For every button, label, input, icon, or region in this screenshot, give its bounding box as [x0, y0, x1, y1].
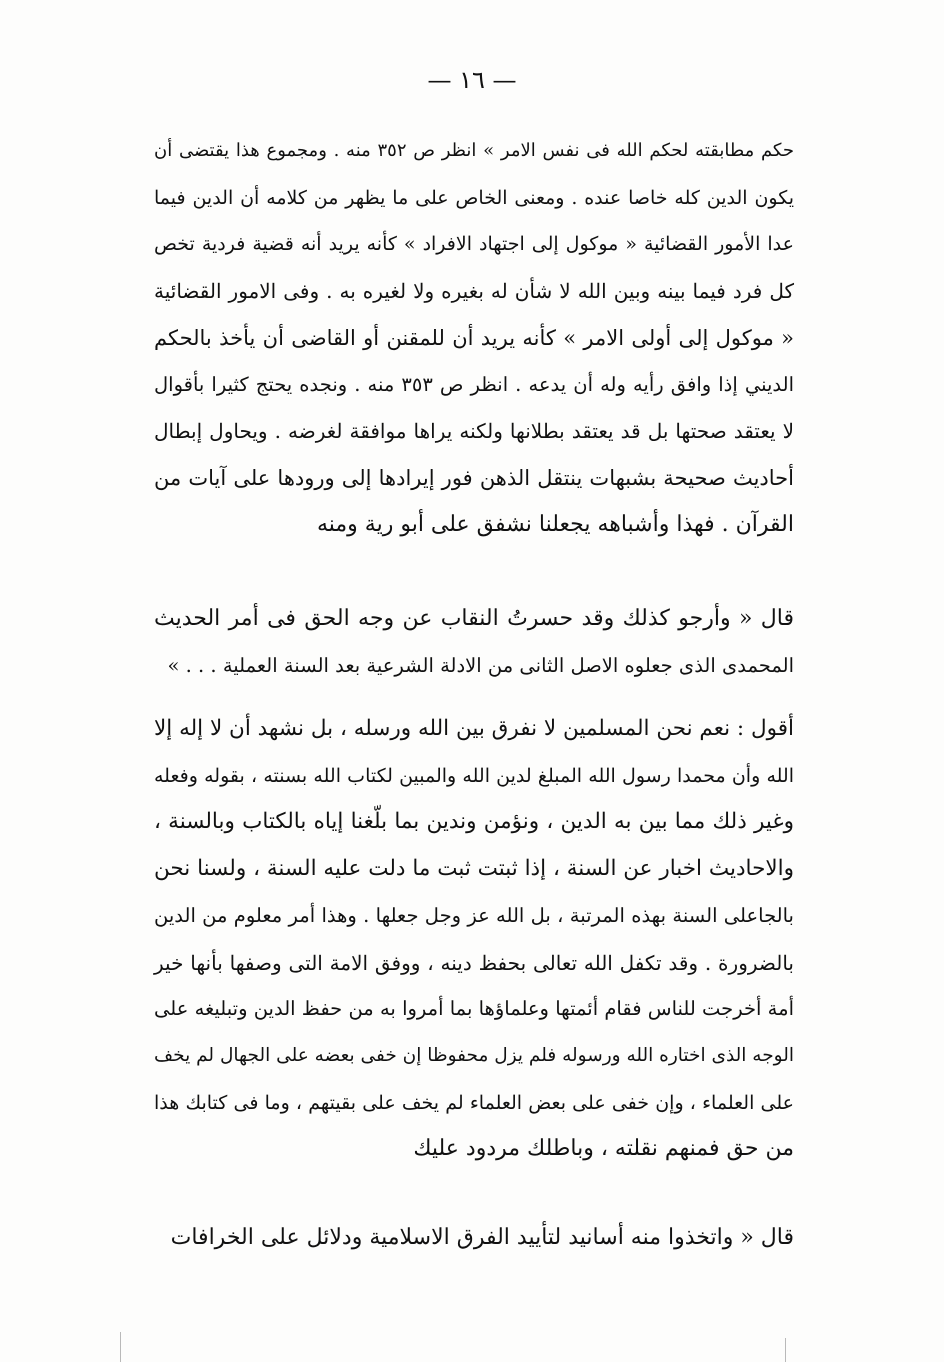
text-line: على العلماء ، وإن خفى على بعض العلماء لم يخف على بقيتهم ، وما فى كتابك هذا: [154, 1091, 794, 1114]
text-line: حكم مطابقته لحكم الله فى نفس الامر » انظر ص ٣٥٢ منه . ومجموع هذا يقتضى أن: [154, 140, 794, 161]
text-line: المحمدى الذى جعلوه الاصل الثانى من الادلة الشرعية بعد السنة العملية . . . »: [167, 653, 794, 677]
page-number: — ١٦ —: [427, 66, 517, 94]
text-line: لا يعتقد صحتها بل قد يعتقد بطلانها ولكنه يراها موافقة لغرضه . ويحاول إبطال: [154, 419, 794, 444]
text-line: من حق فمنهم نقلته ، وباطلك مردود عليك: [413, 1136, 794, 1162]
text-line: قال « واتخذوا منه أسانيد لتأييد الفرق الاسلامية ودلائل على الخرافات: [170, 1225, 794, 1250]
scan-artifact-line: [120, 1332, 121, 1362]
text-line: والاحاديث اخبار عن السنة ، إذا ثبتت ثبت ما دلت عليه السنة ، ولسنا نحن: [154, 856, 794, 882]
paragraph-3: [154, 706, 794, 1173]
text-line: قال « وأرجو كذلك وقد حسرتُ النقاب عن وجه الحق فى أمر الحديث: [154, 606, 794, 631]
text-line: أقول : نعم نحن المسلمين لا نفرق بين الله ورسله ، بل نشهد أن لا إله إلا: [154, 716, 794, 741]
text-line: الديني إذا وافق رأيه وله أن يدعه . انظر ص ٣٥٣ منه . ونجده يحتج كثيرا بأقوال: [154, 372, 795, 396]
paragraph-4: [154, 1215, 794, 1262]
text-line: القرآن . فهذا وأشباهه يجعلنا نشفق على أبو رية ومنه: [316, 511, 794, 537]
text-line: يكون الدين كله خاصا عنده . ومعنى الخاص على ما يظهر من كلامه أن الدين فيما: [154, 186, 794, 209]
text-line: وغير ذلك مما بين به الدين ، ونؤمن وندين بما بلّغنا إياه بالكتاب وبالسنة ،: [154, 809, 794, 835]
text-line: أحاديث صحيحة بشبهات ينتقل الذهن فور إيرادها إلى ورودها على آيات من: [154, 465, 794, 490]
text-line: بالضرورة . وقد تكفل الله تعالى بحفظ دينه ، ووفق الامة التى وصفها بأنها خير: [154, 950, 794, 975]
text-line: بالجاعلى السنة بهذه المرتبة ، بل الله عز وجل جعلها . وهذا أمر معلوم من الدين: [154, 903, 794, 927]
text-line: كل فرد فيما بينه وبين الله لا شأن له بغيره ولا لغيره به . وفى الامور القضائية: [154, 279, 794, 304]
scan-artifact-line: [785, 1338, 786, 1362]
text-line: الوجه الذى اختاره الله ورسوله فلم يزل محفوظا إن خفى بعضه على الجهال لم يخف: [154, 1044, 794, 1066]
paragraph-1: [154, 128, 794, 548]
text-line: الله وأن محمدا رسول الله المبلغ لدين الله والمبين لكتاب الله بسنته ، بقوله وفعله: [154, 764, 794, 787]
text-line: عدا الأمور القضائية « موكول إلى اجتهاد الافراد » كأنه يريد أنه قضية فردية تخص: [154, 233, 794, 256]
text-line: « موكول إلى أولى الامر » كأنه يريد أن للمقنن أو القاضى أن يأخذ بالحكم: [154, 325, 794, 350]
text-line: أمة أخرجت للناس فقام أئمتها وعلماؤها بما أمروا به من حفظ الدين وتبليغه على: [154, 997, 794, 1021]
paragraph-2: [154, 596, 794, 689]
